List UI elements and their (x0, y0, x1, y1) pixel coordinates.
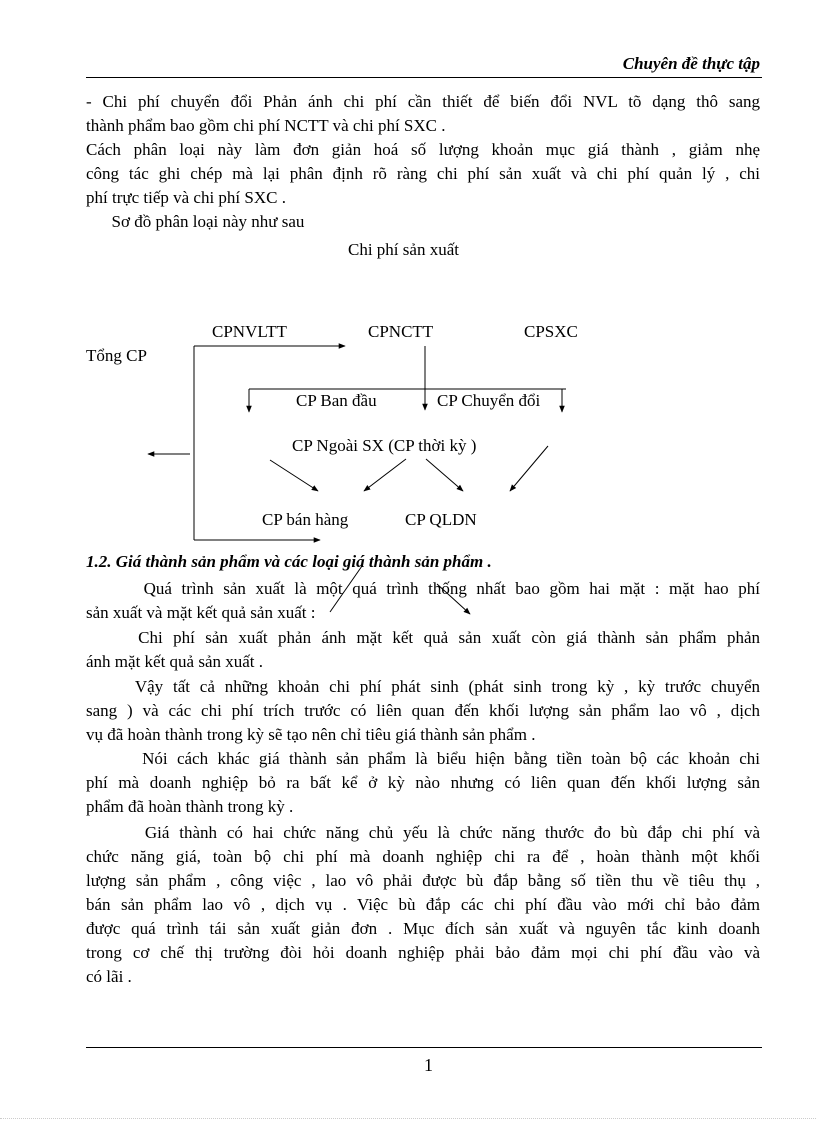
text-line: Sơ đồ phân loại này như sau (86, 212, 305, 231)
text-line: có lãi . (86, 967, 132, 986)
text-line: được quá trình tái sản xuất giản đơn . Mục đích sản xuất và nguyên tắc kinh doanh (86, 919, 760, 938)
text-line: Cách phân loại này làm đơn giản hoá số lượng khoản mục giá thành , giảm nhẹ (86, 140, 760, 159)
label-cp-qldn: CP QLDN (405, 510, 477, 529)
text-line: công tác ghi chép mà lại phân định rõ ràng chi phí sản xuất và chi phí quản lý , chi (86, 164, 760, 183)
diagram-title: Chi phí sản xuất (348, 240, 459, 259)
label-cp-ngoai-sx: CP Ngoài SX (CP thời kỳ ) (292, 436, 477, 455)
section-heading: 1.2. Giá thành sản phẩm và các loại giá thành sản phẩm . (86, 552, 492, 571)
diag-1 (270, 460, 318, 491)
label-cpnvltt: CPNVLTT (212, 322, 287, 341)
label-cp-ban-hang: CP bán hàng (262, 510, 349, 529)
text-line: sản xuất và mặt kết quả sản xuất : (86, 603, 316, 622)
label-cp-chuyen-doi: CP Chuyển đổi (437, 391, 541, 410)
diag-4 (510, 446, 548, 491)
text-line: - Chi phí chuyển đổi Phản ánh chi phí cần thiết để biến đổi NVL tõ dạng thô sang (86, 92, 760, 111)
label-total-cp: Tổng CP (86, 346, 147, 365)
body-paragraph (86, 626, 760, 674)
text-line: bán sản phẩm lao vô , dịch vụ . Việc bù đắp các chi phí đầu vào mới chỉ bảo đảm (86, 895, 760, 914)
label-cpnctt: CPNCTT (368, 322, 434, 341)
text-line: ánh mặt kết quả sản xuất . (86, 652, 264, 671)
body-paragraph (86, 821, 760, 989)
text-line: phí mà doanh nghiệp bỏ ra bất kể ở kỳ nào nhưng có liên quan đến khối lượng sản (86, 773, 760, 792)
body-paragraph (86, 577, 760, 625)
header-title: Chuyên đề thực tập (622, 54, 760, 73)
diag-2 (364, 459, 406, 491)
text-line: Vậy tất cả những khoản chi phí phát sinh (phát sinh trong kỳ , kỳ trước chuyển (86, 677, 760, 696)
text-line: thành phẩm bao gồm chi phí NCTT và chi phí SXC . (86, 116, 446, 135)
text-line: Chi phí sản xuất phản ánh mặt kết quả sản xuất còn giá thành sản phẩm phản (86, 628, 760, 647)
label-cp-ban-dau: CP Ban đầu (296, 391, 377, 410)
footer-rule (86, 1047, 762, 1048)
text-line: sang ) và các chi phí trích trước có liên quan đến khối lượng sản phẩm lao vô , dịch (86, 701, 760, 720)
label-cpsxc: CPSXC (524, 322, 578, 341)
text-line: Giá thành có hai chức năng chủ yếu là chức năng thước đo bù đắp chi phí và (86, 823, 760, 842)
text-line: Quá trình sản xuất là một quá trình thống nhất bao gồm hai mặt : mặt hao phí (86, 579, 760, 598)
page-edge (0, 1118, 816, 1119)
page-number: 1 (424, 1055, 433, 1075)
text-line: Nói cách khác giá thành sản phẩm là biểu hiện bằng tiền toàn bộ các khoản chi (86, 749, 760, 768)
body-paragraph (86, 675, 760, 747)
diag-3 (426, 459, 463, 491)
header-rule (86, 77, 762, 78)
text-line: lượng sản phẩm , công việc , lao vô phải được bù đắp bằng số tiền thu về tiêu thụ , (86, 871, 760, 890)
text-line: phẩm đã hoàn thành trong kỳ . (86, 797, 294, 816)
text-line: chức năng giá, toàn bộ chi phí mà doanh nghiệp chi ra để , hoàn thành một khối (86, 847, 760, 866)
text-line: phí trực tiếp và chi phí SXC . (86, 188, 286, 207)
body-paragraph (86, 747, 760, 819)
text-line: trong cơ chế thị trường đòi hỏi doanh nghiệp phải bảo đảm mọi chi phí đầu vào và (86, 943, 760, 962)
text-line: vụ đã hoàn thành trong kỳ sẽ tạo nên chỉ tiêu giá thành sản phẩm . (86, 725, 536, 744)
intro-paragraph (86, 90, 760, 234)
